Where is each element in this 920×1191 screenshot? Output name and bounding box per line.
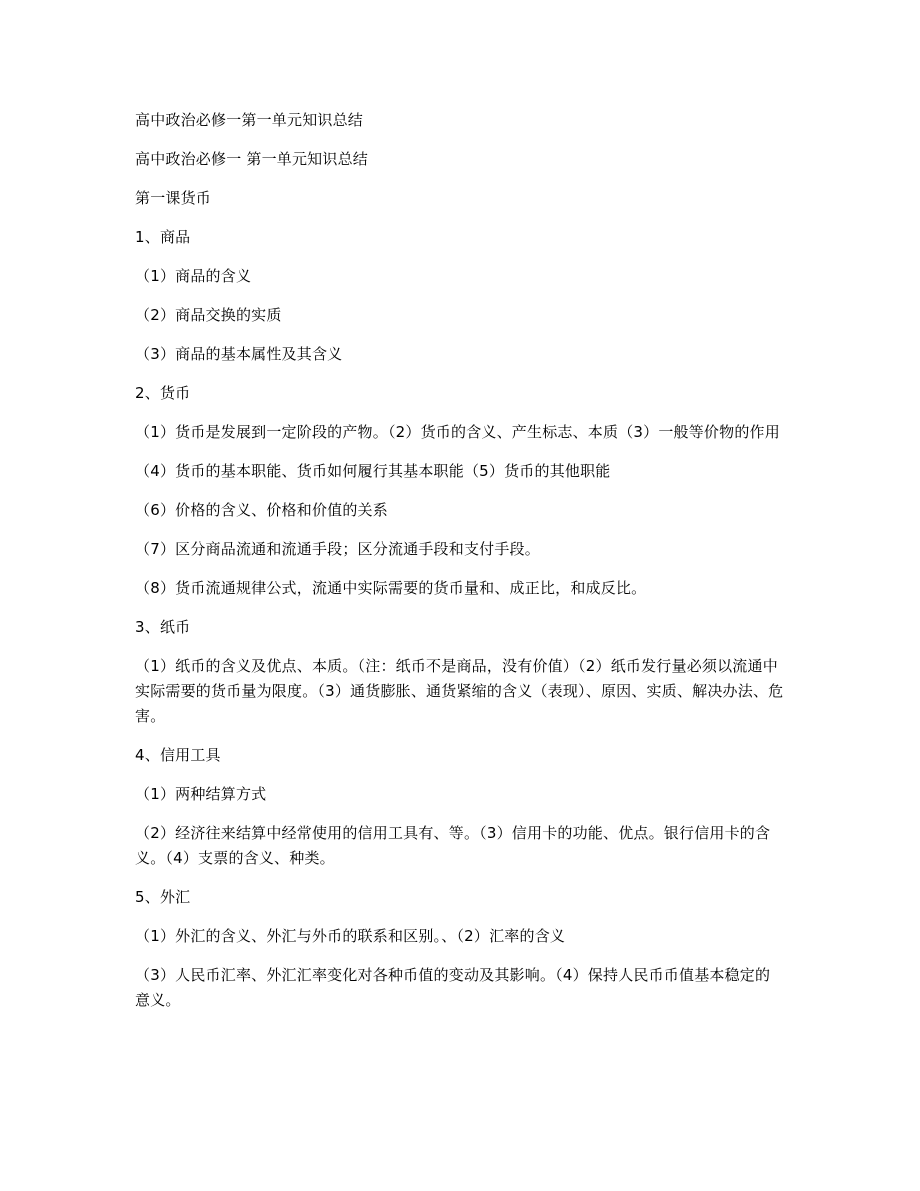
section-item: （2）经济往来结算中经常使用的信用工具有、等。（3）信用卡的功能、优点。银行信用卡的含义。（4）支票的含义、种类。	[135, 824, 771, 867]
section-item: （1）外汇的含义、外汇与外币的联系和区别。、（2）汇率的含义	[135, 927, 566, 945]
section-item: （8）货币流通规律公式，流通中实际需要的货币量和、成正比，和成反比。	[135, 579, 647, 597]
section-heading-currency: 2、货币	[135, 384, 191, 402]
lesson-heading: 第一课货币	[135, 189, 212, 207]
section-heading-paper-money: 3、纸币	[135, 618, 191, 636]
section-item: （3）商品的基本属性及其含义	[135, 345, 343, 363]
section-item: （1）纸币的含义及优点、本质。（注：纸币不是商品，没有价值）（2）纸币发行量必须以流通中实际需要的货币量为限度。（3）通货膨胀、通货紧缩的含义（表现）、原因、实质、解决办法、危害。	[135, 657, 784, 725]
section-heading-foreign-exchange: 5、外汇	[135, 888, 191, 906]
section-item: （6）价格的含义、价格和价值的关系	[135, 501, 388, 519]
section-item: （3）人民币汇率、外汇汇率变化对各种币值的变动及其影响。（4）保持人民币币值基本稳定的意义。	[135, 966, 771, 1009]
section-heading-commodity: 1、商品	[135, 228, 191, 246]
section-item: （4）货币的基本职能、货币如何履行其基本职能（5）货币的其他职能	[135, 462, 611, 480]
section-item: （1）商品的含义	[135, 267, 252, 285]
document-subtitle: 高中政治必修一 第一单元知识总结	[135, 150, 368, 168]
section-item: （7）区分商品流通和流通手段；区分流通手段和支付手段。	[135, 540, 540, 558]
document-body	[135, 108, 785, 1027]
section-item: （1）两种结算方式	[135, 785, 267, 803]
section-item: （1）货币是发展到一定阶段的产物。（2）货币的含义、产生标志、本质（3）一般等价物的作用	[135, 423, 780, 441]
section-item: （2）商品交换的实质	[135, 306, 282, 324]
section-heading-credit-tools: 4、信用工具	[135, 746, 221, 764]
document-title: 高中政治必修一第一单元知识总结	[135, 111, 364, 129]
